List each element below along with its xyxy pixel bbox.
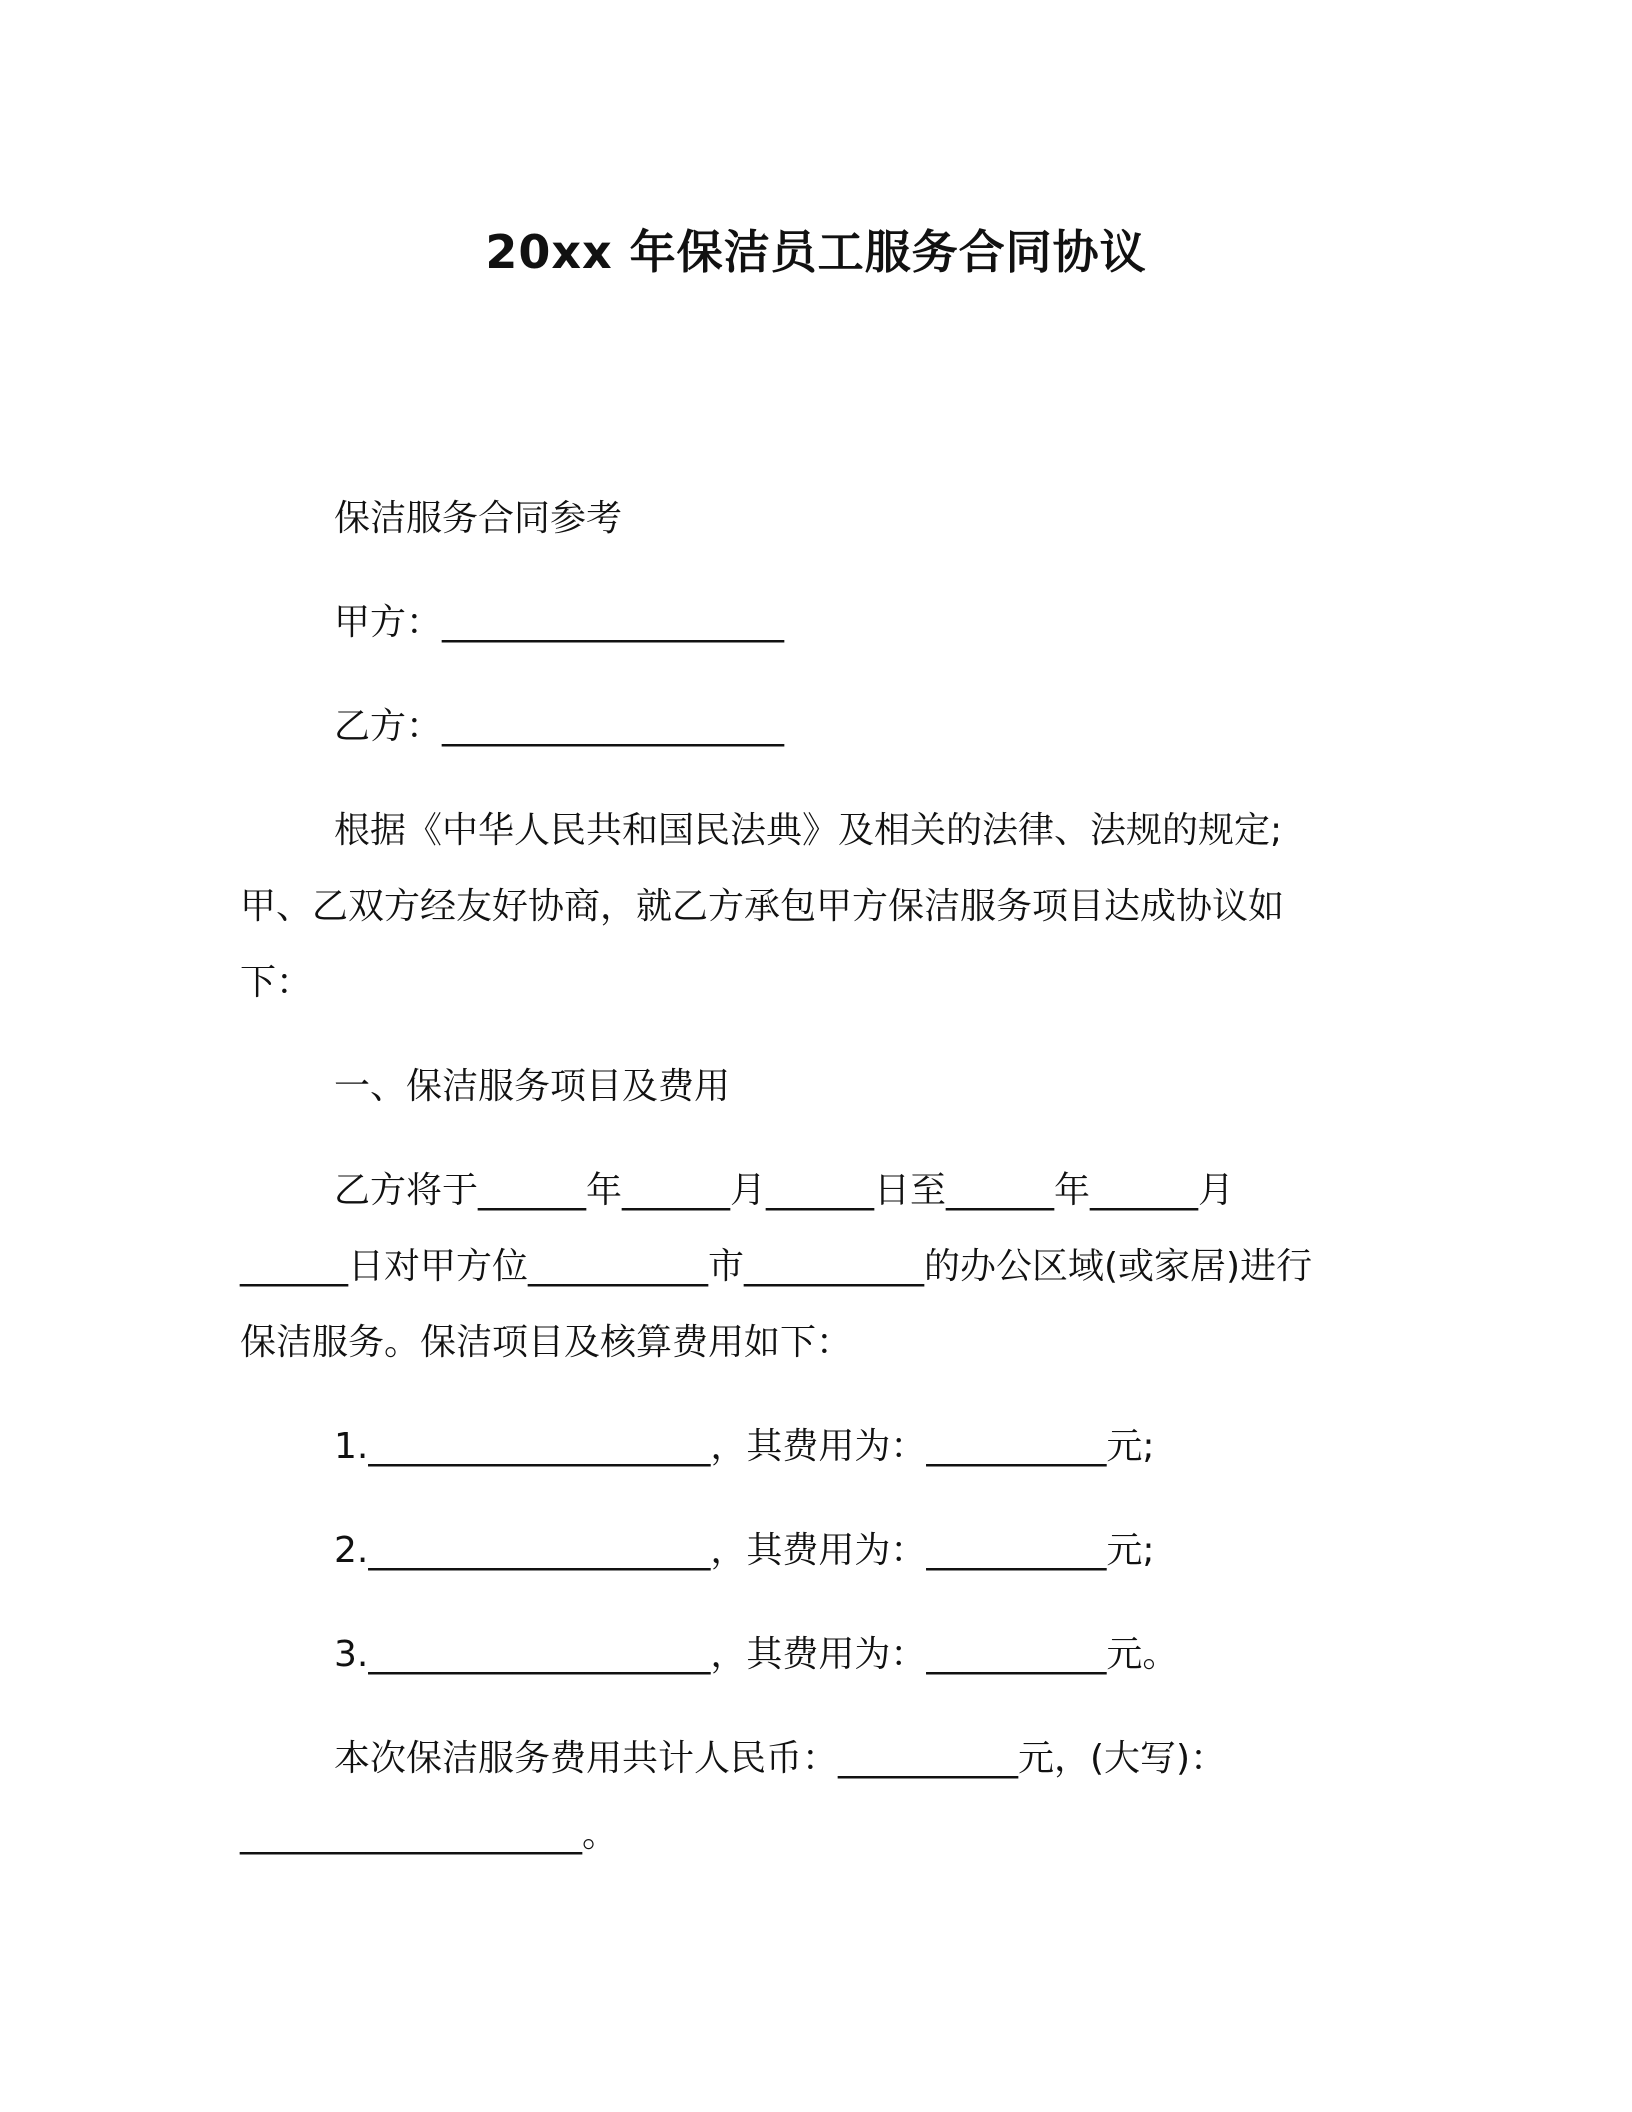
service-period-line-3: 保洁服务。保洁项目及核算费用如下： xyxy=(240,1322,853,1363)
preamble-line-1: 根据《中华人民共和国民法典》及相关的法律、法规的规定; xyxy=(334,810,1283,851)
section-1-heading: 一、保洁服务项目及费用 xyxy=(334,1066,731,1107)
fee-item-3: 3.___________________，其费用为：__________元。 xyxy=(334,1634,1179,1675)
total-fee-line-2: ___________________。 xyxy=(240,1814,618,1855)
fee-item-1: 1.___________________，其费用为：__________元; xyxy=(334,1426,1155,1467)
contract-reference-heading: 保洁服务合同参考 xyxy=(334,498,623,539)
service-period-line-1: 乙方将于______年______月______日至______年______月 xyxy=(334,1170,1235,1211)
fee-item-2: 2.___________________，其费用为：__________元; xyxy=(334,1530,1155,1571)
party-a-line: 甲方：___________________ xyxy=(334,602,785,643)
document-title: 20xx 年保洁员工服务合同协议 xyxy=(485,225,1147,279)
preamble-line-2: 甲、乙双方经友好协商，就乙方承包甲方保洁服务项目达成协议如 xyxy=(240,886,1285,927)
total-fee-line-1: 本次保洁服务费用共计人民币：__________元，(大写)： xyxy=(334,1738,1227,1779)
service-period-line-2: ______日对甲方位__________市__________的办公区域(或家居)进行 xyxy=(240,1246,1313,1287)
preamble-line-3: 下： xyxy=(240,962,313,1003)
party-b-line: 乙方：___________________ xyxy=(334,706,785,747)
